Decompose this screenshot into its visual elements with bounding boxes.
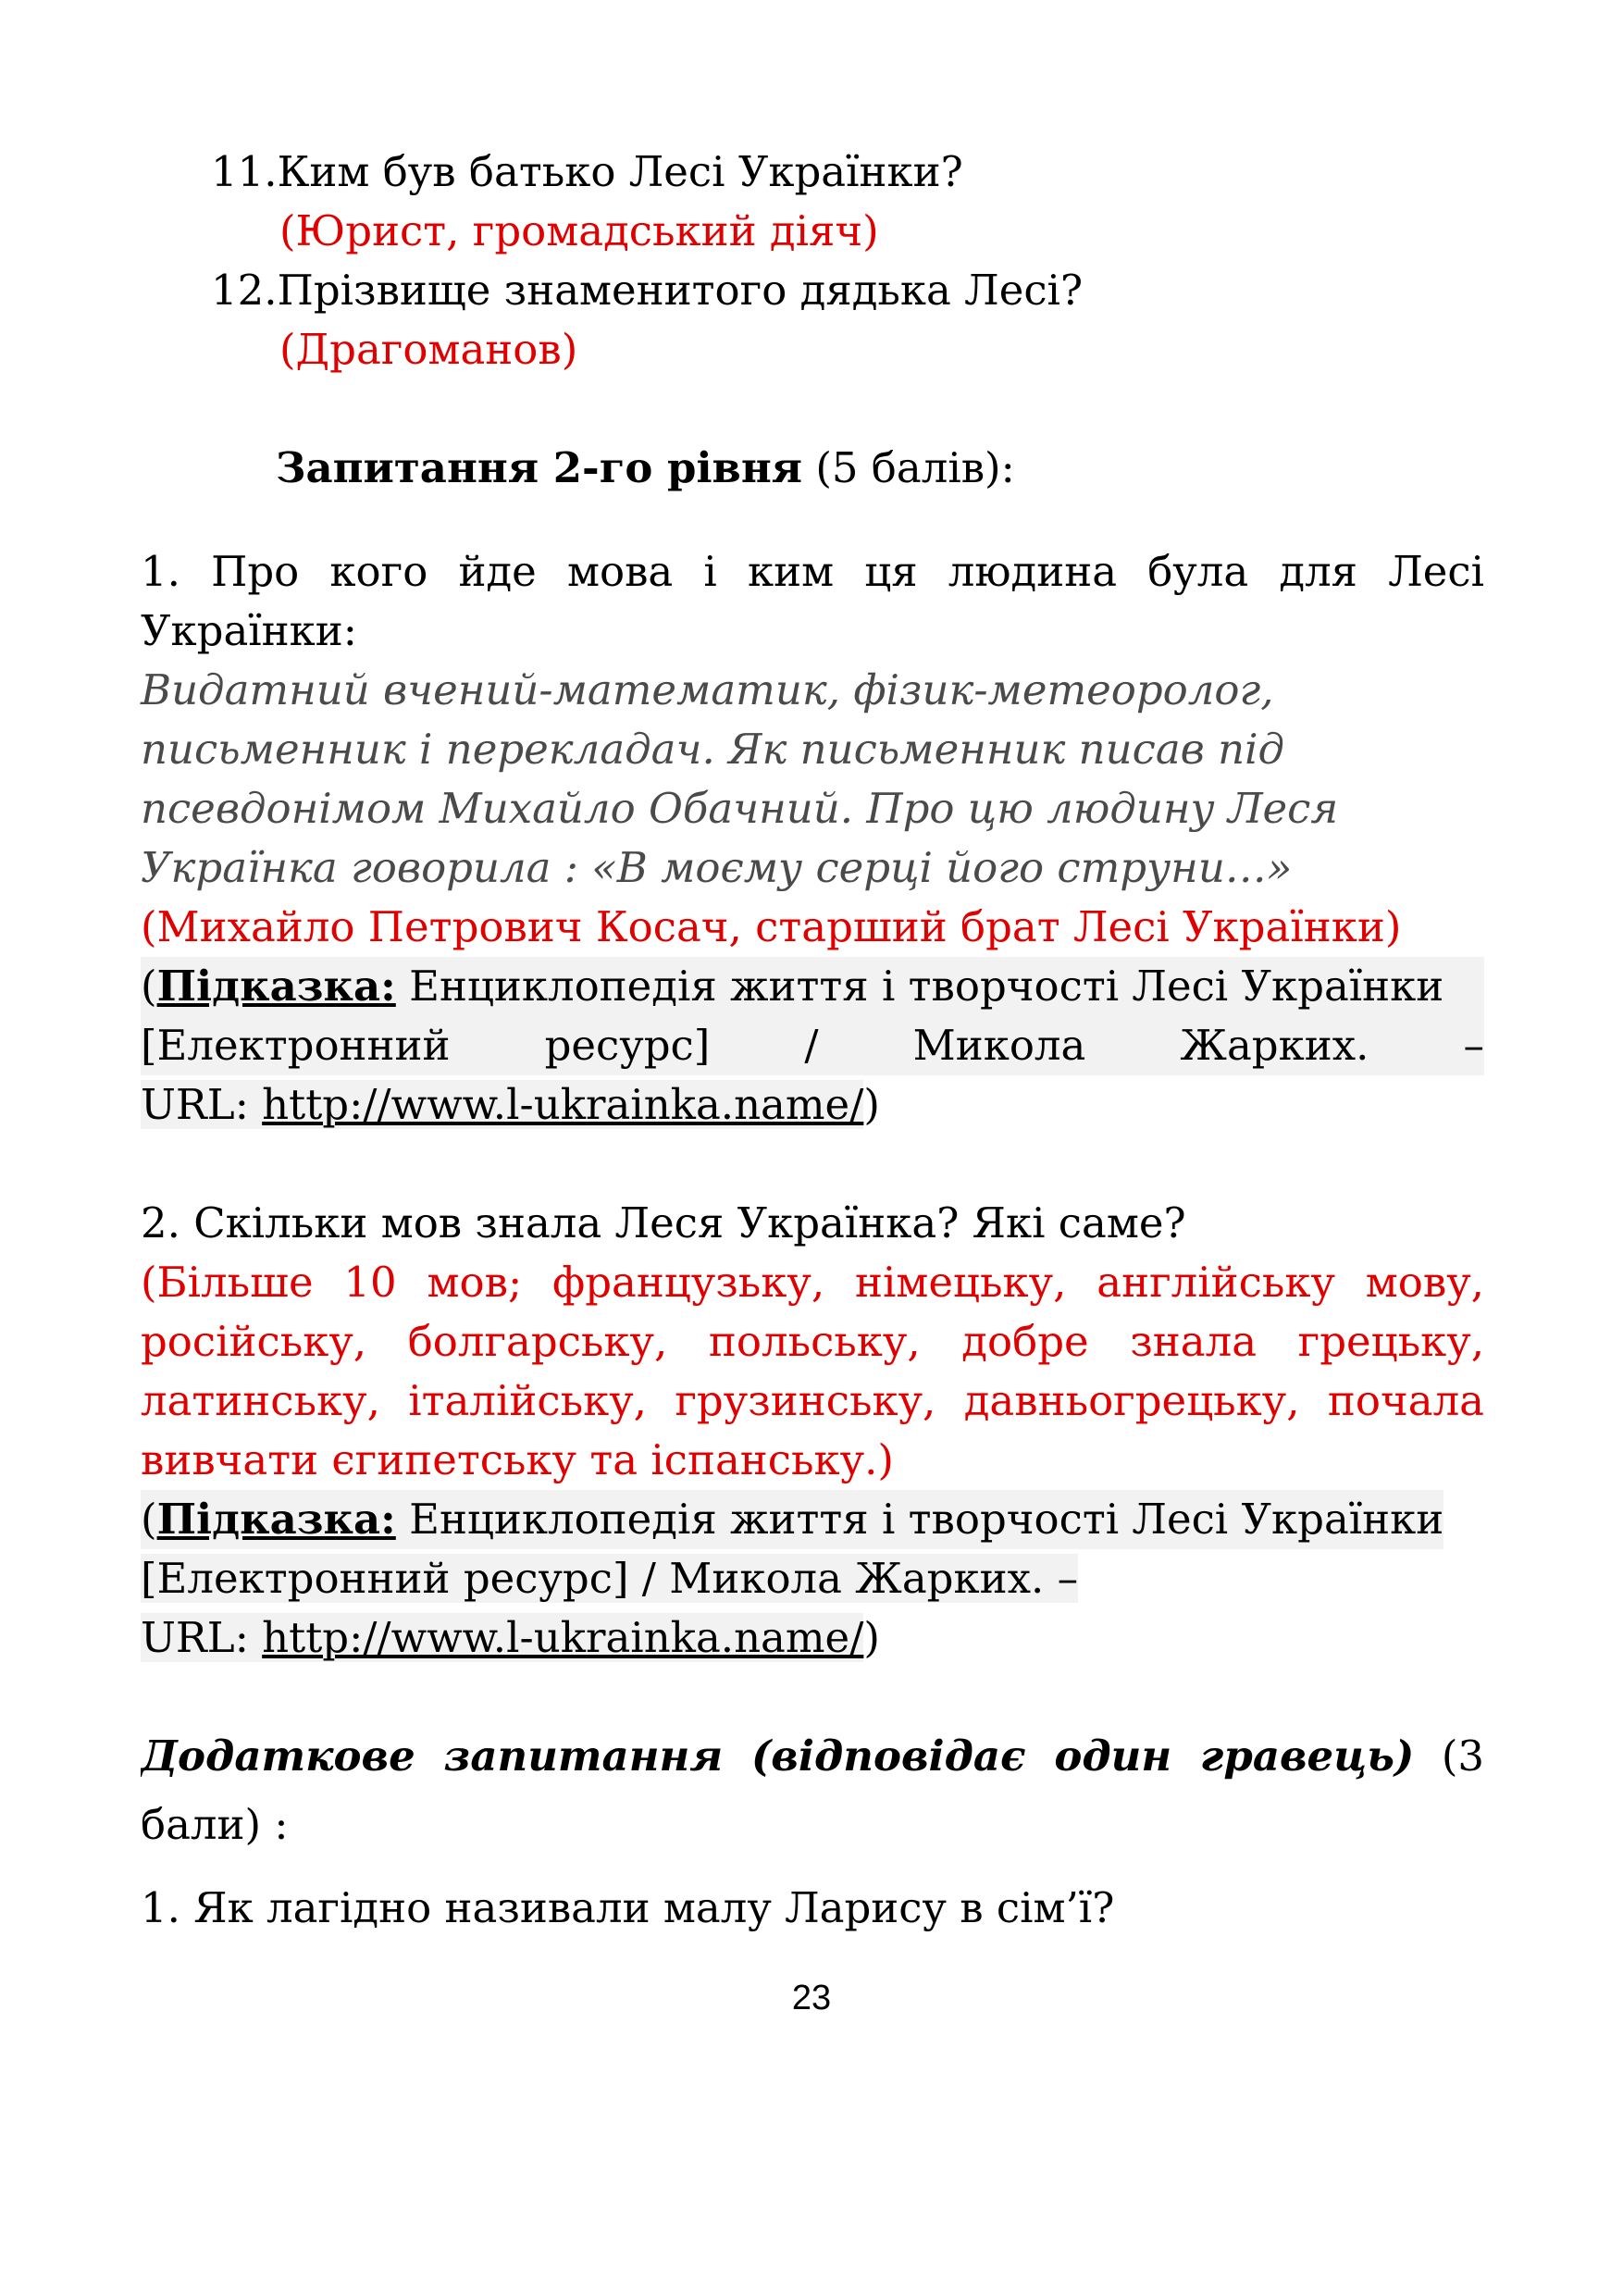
q1-hint-label: Підказка:	[156, 962, 396, 1011]
q1-url-link[interactable]: http://www.l-ukrainka.name/	[262, 1080, 864, 1129]
question-11-text: Ким був батько Лесі Українки?	[277, 147, 963, 196]
q2-hint-text1: Енциклопедія життя і творчості Лесі Українки	[395, 1495, 1444, 1544]
level2-heading-points: (5 балів):	[802, 443, 1015, 492]
q2-answer-2: російську, болгарську, польську, добре знала грецьку,	[141, 1317, 1484, 1366]
q2-hint-line1	[141, 1490, 1443, 1549]
q1-url-label: URL:	[141, 1080, 263, 1129]
q2-hint-label: Підказка:	[156, 1495, 396, 1544]
q2-hint-open: (	[141, 1495, 157, 1544]
question-11	[211, 143, 963, 202]
q2-url-line	[141, 1608, 880, 1668]
extra-heading-points: (3	[1414, 1731, 1484, 1781]
q1-hint-line1	[141, 957, 1484, 1016]
q1-desc-4: Українка говорила : «В моєму серці його струни…»	[141, 843, 1293, 892]
level2-heading-bold: Запитання 2-го рівня	[276, 443, 803, 492]
question-11-number: 11.	[211, 147, 278, 196]
q2-hint-text2: [Електронний ресурс] / Микола Жарких. –	[141, 1554, 1079, 1603]
extra-heading-bold-italic: Додаткове запитання (відповідає один гравець)	[141, 1731, 1415, 1781]
q2-url-label: URL:	[141, 1613, 263, 1662]
q1-desc-3: псевдонімом Михайло Обачний. Про цю людину Леся	[141, 784, 1339, 833]
q1-hint-text1: Енциклопедія життя і творчості Лесі Українки	[395, 962, 1444, 1011]
q1-answer: (Михайло Петрович Косач, старший брат Лесі Українки)	[141, 902, 1402, 951]
answer-11: (Юрист, громадський діяч)	[279, 206, 879, 255]
q1-hint-line2: [Електронний ресурс] / Микола Жарких. –	[141, 1016, 1484, 1075]
answer-12: (Драгоманов)	[279, 325, 578, 374]
extra-heading-line2: бали) :	[141, 1800, 289, 1849]
question-12	[211, 261, 1083, 320]
question-12-number: 12.	[211, 266, 278, 315]
extra-question: 1. Як лагідно називали малу Ларису в сім’ї?	[141, 1883, 1115, 1932]
q2-hint-line2	[141, 1549, 1078, 1608]
q1-desc-1: Видатний вчений-математик, фізик-метеоролог,	[141, 665, 1274, 714]
q2-answer-1: (Більше 10 мов; французьку, німецьку, англійську мову,	[141, 1258, 1484, 1307]
q1-line1: 1. Про кого йде мова і ким ця людина була для Лесі	[141, 547, 1484, 596]
level2-heading	[276, 439, 1015, 498]
q2-answer-4: вивчати єгипетську та іспанську.)	[141, 1435, 894, 1484]
extra-heading-line1	[141, 1727, 1484, 1786]
question-12-text: Прізвище знаменитого дядька Лесі?	[277, 266, 1084, 315]
q2-url-close: )	[863, 1613, 880, 1662]
q2-answer-3: латинську, італійську, грузинську, давньогрецьку, почала	[141, 1376, 1484, 1425]
q1-url-line	[141, 1075, 880, 1135]
q2-question: 2. Скільки мов знала Леся Українка? Які саме?	[141, 1198, 1186, 1247]
q1-url-close: )	[863, 1080, 880, 1129]
q1-hint-open: (	[141, 962, 157, 1011]
page-number: 23	[791, 1979, 832, 2017]
q1-line2: Українки:	[141, 606, 357, 655]
q2-url-link[interactable]: http://www.l-ukrainka.name/	[262, 1613, 864, 1662]
q1-desc-2: письменник і перекладач. Як письменник писав під	[141, 725, 1285, 774]
